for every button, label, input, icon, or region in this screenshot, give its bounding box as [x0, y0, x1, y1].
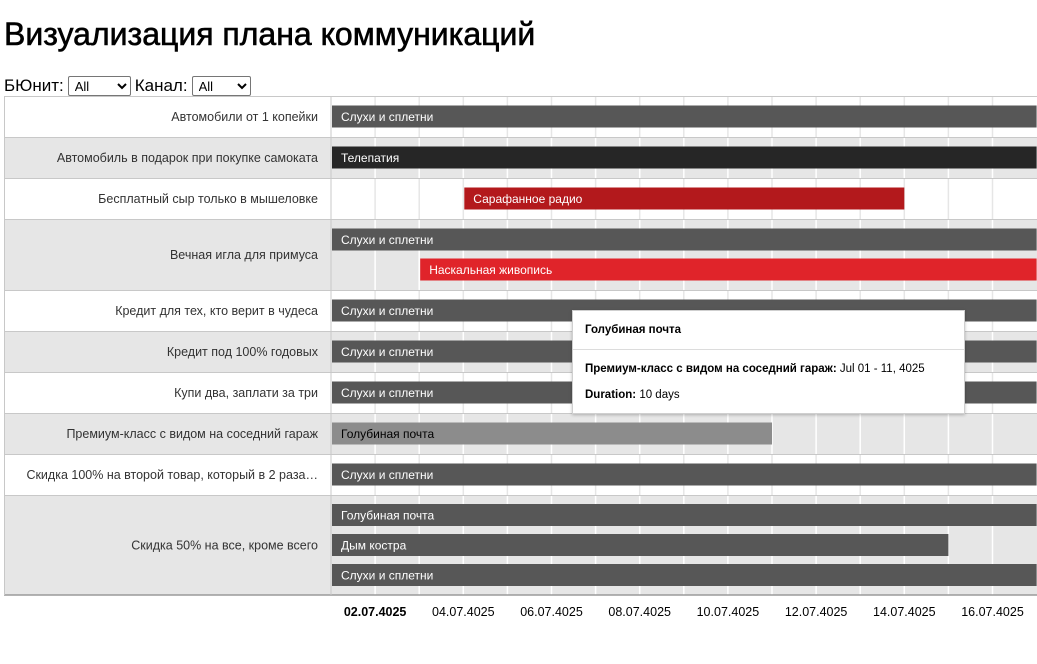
timeline-bar [332, 106, 1037, 128]
x-tick-label: 12.07.4025 [784, 605, 848, 619]
x-tick-label: 06.07.4025 [520, 605, 583, 619]
row-label: Премиум-класс с видом на соседний гараж [66, 427, 318, 441]
tooltip-title: Голубиная почта [573, 311, 964, 350]
timeline-bar [332, 504, 1037, 526]
bar-tooltip [572, 310, 965, 414]
timeline-bar [332, 147, 1037, 169]
bar-label: Слухи и сплетни [341, 568, 434, 583]
bar-label: Наскальная живопись [429, 263, 553, 277]
timeline-bar [332, 564, 1037, 586]
bar-label: Слухи и сплетни [341, 345, 434, 359]
timeline-bar [332, 464, 1037, 486]
bar-label: Слухи и сплетни [341, 110, 434, 124]
row-label: Вечная игла для примуса [169, 248, 318, 262]
row-label: Кредит под 100% годовых [166, 345, 318, 359]
bar-label: Слухи и сплетни [341, 386, 434, 400]
x-tick-label: 10.07.4025 [696, 605, 760, 619]
bar-label: Телепатия [341, 151, 400, 165]
timeline-bar [332, 229, 1037, 251]
x-tick-label: 14.07.4025 [873, 605, 936, 619]
row-label: Скидка 50% на все, кроме всего [131, 538, 318, 553]
row-label: Скидка 100% на второй товар, который в 2 раза… [26, 468, 318, 482]
channel-filter-label: Канал: [134, 76, 188, 95]
bar-label: Сарафанное радио [473, 192, 583, 206]
row-label: Кредит для тех, кто верит в чудеса [115, 304, 318, 318]
tooltip-dates-row [573, 363, 937, 375]
tooltip-duration-label: Duration: [585, 389, 637, 401]
row-label: Автомобиль в подарок при покупке самоката [56, 151, 318, 165]
page-title: Визуализация плана коммуникаций [4, 16, 536, 52]
bar-label: Слухи и сплетни [341, 233, 434, 247]
tooltip-duration-value: 10 days [639, 389, 680, 401]
x-tick-label: 04.07.4025 [432, 605, 495, 619]
bar-label: Голубиная почта [341, 427, 435, 441]
bar-label: Слухи и сплетни [341, 468, 434, 482]
timeline-bar [332, 534, 948, 556]
row-label: Купи два, заплати за три [174, 386, 318, 400]
row-label: Автомобили от 1 копейки [171, 110, 318, 124]
tooltip-row-label: Премиум-класс с видом на соседний гараж: [585, 363, 837, 375]
x-tick-label: 02.07.4025 [343, 605, 407, 619]
bar-label: Дым костра [341, 538, 407, 553]
tooltip-duration-row [573, 389, 692, 401]
unit-filter-label: БЮнит: [4, 76, 64, 95]
x-tick-label: 08.07.4025 [608, 605, 671, 619]
row-label: Бесплатный сыр только в мышеловке [98, 192, 318, 206]
tooltip-dates: Jul 01 - 11, 4025 [839, 363, 925, 375]
bar-label: Слухи и сплетни [341, 304, 434, 318]
x-tick-label: 16.07.4025 [961, 605, 1024, 619]
bar-label: Голубиная почта [341, 508, 435, 523]
